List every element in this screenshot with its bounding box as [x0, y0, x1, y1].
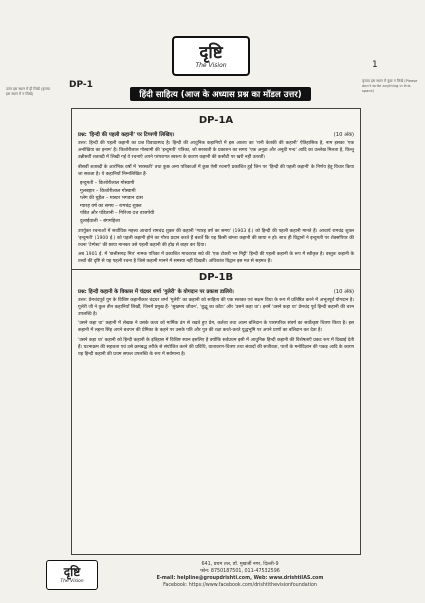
- story-item: ग्यारह वर्ष का समय – रामचंद्र शुक्ल: [80, 203, 142, 209]
- section-b-marks: (10 अंक): [333, 288, 354, 295]
- drishti-logo: [172, 36, 250, 76]
- story-item: इन्दुमती – किशोरीलाल गोस्वामी: [80, 181, 135, 187]
- section-a-marks: (10 अंक): [333, 132, 354, 138]
- section-a-paragraph: बीसवीं शताब्दी के आरंभिक वर्षों में 'सरस्वती' तथा कुछ अन्य पत्रिकाओं में कुछ ऐसी रचनाएँ प्रकाशित हुईं जिन पर 'हिन्दी की पहली कहानी' के निर्णय हेतु विचार किया जा सकता है। ये कहानियाँ निम्नलिखित हैं-: [78, 164, 354, 177]
- story-item: गुलबहार – किशोरीलाल गोस्वामी: [80, 188, 136, 194]
- section-a-paragraph: उत्तर: हिन्दी की पहली कहानी का प्रश्न विवादास्पद है। हिन्दी की आधुनिक कहानियों में इस आशय का 'रानी केतकी की कहानी' ऐतिहासिक है, नाम इसका 'एक अनोखिया का इनाम' है। किशोरीलाल गोस्वामी की 'इन्दुमती' पत्रिका, जो सरस्वती के प्रकाशन का समय 'एक अनूठा और अनूठी गन्ध' आदि का उल्लेख मिलता है, किन्तु उन्नीसवीं शताब्दी में लिखी गई ये रचनाएँ अपने परंपरागत स्वरूप के कारण कहानी की कसौटी पर खरी नहीं उतरतीं।: [78, 141, 354, 161]
- footer-logo: [46, 560, 98, 590]
- story-list: [78, 180, 354, 226]
- page-number: 1: [372, 60, 378, 70]
- section-a-label: DP-1A: [198, 115, 234, 126]
- paper-code: DP-1: [69, 80, 93, 90]
- section-b-paragraph: 'उसने कहा था' कहानी को हिन्दी कहानी के इतिहास में विशिष्ट स्थान इसलिए है क्योंकि सर्वप्रथम इसी में आधुनिक हिन्दी कहानी की विशेषताएँ प्रकट रूप में दिखाई देती हैं। घटनाक्रम की सहजता एवं उसे क्रमबद्ध तरीके से संयोजित करने की प्रविधि, वातावरण-चित्रण तथा संवादों की सजीवता, पात्रों के मनोविज्ञान की पकड़ आदि के कारण यह हिन्दी कहानी की प्रथम सफल उपलब्धि के रूप में सर्वमान्य है।: [78, 337, 354, 358]
- footer-facebook: Facebook: https://www.facebook.com/drishtithevisionfoundation: [163, 583, 317, 588]
- section-b-paragraph: 'उसने कहा था' कहानी में लेखक ने उसके कथ्य को मार्मिक ढंग से रखते हुए प्रेम, कर्तव्य तथा आत्म बलिदान के पारस्परिक संघर्ष का सर्वोत्कृष्ट चित्रण किया है। इस कहानी में लहना सिंह अपने बचपन की प्रेमिका के कहने पर उसके पति और पुत्र की रक्षा करते-करते युद्धभूमि पर अपने प्राणों का बलिदान कर देता है।: [78, 321, 354, 334]
- section-b-paragraph: उत्तर: प्रेमचंदपूर्व युग के विशिष्ट कहानीकार चंद्रधर शर्मा 'गुलेरी' का कहानी को साहित्य की एक सशक्त एवं सक्षम विधा के रूप में प्रतिष्ठित करने में अभूतपूर्व योगदान है। गुलेरी जी ने कुल तीन कहानियाँ लिखीं, जिनमें प्रमुख हैं- 'सुखमय जीवन', 'बुद्धू का काँटा' और 'उसने कहा था'। इनमें 'उसने कहा था' प्रेमचंद पूर्व हिन्दी कहानी की चरम उपलब्धि है।: [78, 297, 354, 317]
- section-a-closing-paragraph: उपर्युक्त रचनाओं में सर्वाधिक महत्त्व आचार्य रामचंद्र शुक्ल की कहानी 'ग्यारह वर्ष का समय' (1903 ई.) को हिन्दी की पहली कहानी मानते हैं। आचार्य रामचंद्र शुक्ल 'इन्दुमती' (1900 ई.) को पहली कहानी होने का गौरव प्रदान करते हैं बशर्ते कि यह किसी बांग्ला कहानी की छाया न हो। साथ ही विद्वानों ने इन्दुमती पर शेक्सपियर की रचना 'टेम्पेस्ट' की छाया मानकर उसे पहली कहानी की होड़ से बाहर कर दिया।: [78, 228, 354, 248]
- section-a-closing-paragraph: अब 1901 ई. में 'छत्तीसगढ़ मित्र' नामक पत्रिका में प्रकाशित माधवराव सप्रे की 'एक टोकरी भर मिट्टी' हिन्दी की पहली कहानी के रूप में स्वीकृत है। वस्तुतः कहानी के तत्त्वों की दृष्टि से यह पहली रचना है जिसे कहानी मानने में समस्या नहीं दिखती। अधिकांश विद्वान इस मत से सहमत हैं।: [78, 252, 354, 265]
- right-margin-note: कृपया इस स्थान में कुछ न लिखें (Please don't write anything in this space): [362, 79, 418, 93]
- story-item: प्लेग की चुड़ैल – मास्टर भगवान दास: [80, 196, 143, 202]
- footer-phone: फोन: 8750187501, 011-47532596: [200, 569, 280, 574]
- section-a-question: प्रश्न: 'हिन्दी की पहली कहानी' पर टिप्पणी लिखिए।: [78, 132, 175, 138]
- left-margin-note: उत्तर इस स्थान में ही लिखें (कृपया इस स्थान में न लिखें): [6, 87, 51, 96]
- footer-email-web: E-mail: helpline@groupdrishti.com, Web: www.drishtiIAS.com: [156, 576, 324, 581]
- footer-contact: [105, 561, 375, 589]
- logo-name: दृष्टि: [199, 42, 223, 63]
- story-item: दुलाईवाली – बंगमहिला: [80, 218, 120, 224]
- section-b-label: DP-1B: [198, 271, 234, 283]
- section-b-question-line: [78, 287, 354, 295]
- footer-logo-tagline: The Vision: [60, 579, 84, 584]
- answer-content-box: [71, 108, 361, 555]
- logo-tagline: The Vision: [195, 61, 227, 69]
- footer-address: 641, प्रथम तल, डॉ. मुखर्जी नगर, दिल्ली-9: [201, 562, 279, 567]
- section-b-question: प्रश्न: हिन्दी कहानी के विकास में चंद्रधर शर्मा 'गुलेरी' के योगदान पर प्रकाश डालिये।: [78, 288, 234, 295]
- footer-logo-name: दृष्टि: [63, 565, 81, 579]
- story-item: पंडित और पंडितानी – गिरिजा दत्त वाजपेयी: [80, 211, 155, 217]
- page-title-banner: हिंदी साहित्य (आज के अध्यास प्रश्न का मॉडल उत्तर): [130, 87, 311, 101]
- section-a-question-line: [78, 130, 354, 138]
- section-divider: [72, 269, 360, 270]
